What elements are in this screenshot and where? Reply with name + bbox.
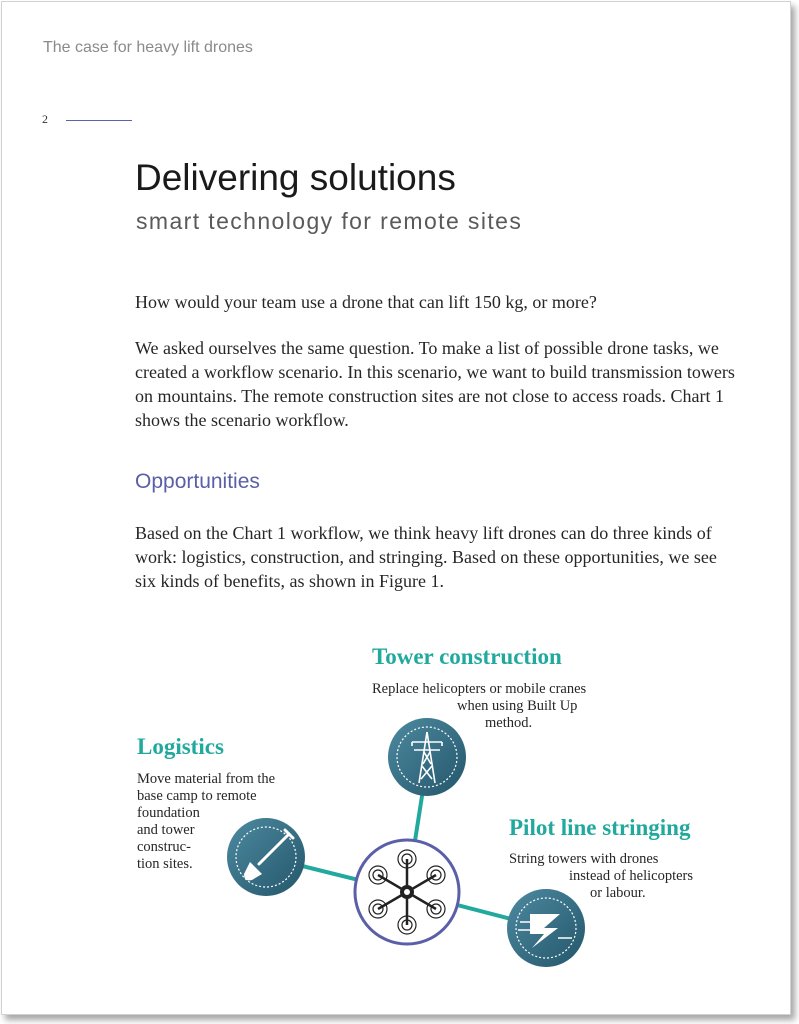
- logistics-line-5: construc-: [137, 839, 191, 855]
- tower-line-3: method.: [485, 715, 533, 731]
- logistics-line-3: foundation: [137, 805, 200, 821]
- logistics-line-2: base camp to remote: [137, 788, 257, 804]
- tower-line-1: Replace helicopters or mobile cranes: [372, 681, 587, 697]
- pilot-line-stringing-title: Pilot line stringing: [509, 815, 691, 840]
- logistics-line-6: tion sites.: [137, 856, 193, 872]
- running-header: The case for heavy lift drones: [43, 39, 253, 56]
- logistics-line-4: and tower: [137, 822, 195, 838]
- logistics-line-1: Move material from the: [137, 771, 276, 787]
- tower-construction-title: Tower construction: [372, 644, 562, 669]
- page-subtitle: smart technology for remote sites: [136, 208, 523, 234]
- page-number: 2: [42, 112, 48, 126]
- opportunities-heading: Opportunities: [135, 470, 260, 493]
- pilot-line-stringing-description: [509, 851, 724, 902]
- hexacopter-drone-icon: [355, 840, 459, 944]
- stringing-line-2: instead of helicopters: [569, 868, 694, 884]
- stringing-line-3: or labour.: [590, 885, 646, 901]
- tower-construction-description: [372, 681, 632, 732]
- scenario-paragraph: We asked ourselves the same question. To make a list of possible drone tasks, we created a workflow scenario. In this scenario, we want to build transmission towers on mountains. The remote construction sites are not close to access roads. Chart 1 shows the scenario workflow.: [135, 338, 735, 430]
- stringing-line-1: String towers with drones: [509, 851, 659, 867]
- intro-paragraph: How would your team use a drone that can lift 150 kg, or more?: [135, 292, 597, 312]
- logistics-description: [137, 771, 307, 873]
- page-title: Delivering solutions: [135, 157, 456, 198]
- logistics-title: Logistics: [137, 734, 224, 759]
- opportunities-paragraph: Based on the Chart 1 workflow, we think heavy lift drones can do three kinds of work: logistics, construction, and stringing. Based on these opportunities, we see six kinds of benefits, as shown in Figure 1.: [135, 523, 717, 591]
- tower-line-2: when using Built Up: [457, 698, 578, 714]
